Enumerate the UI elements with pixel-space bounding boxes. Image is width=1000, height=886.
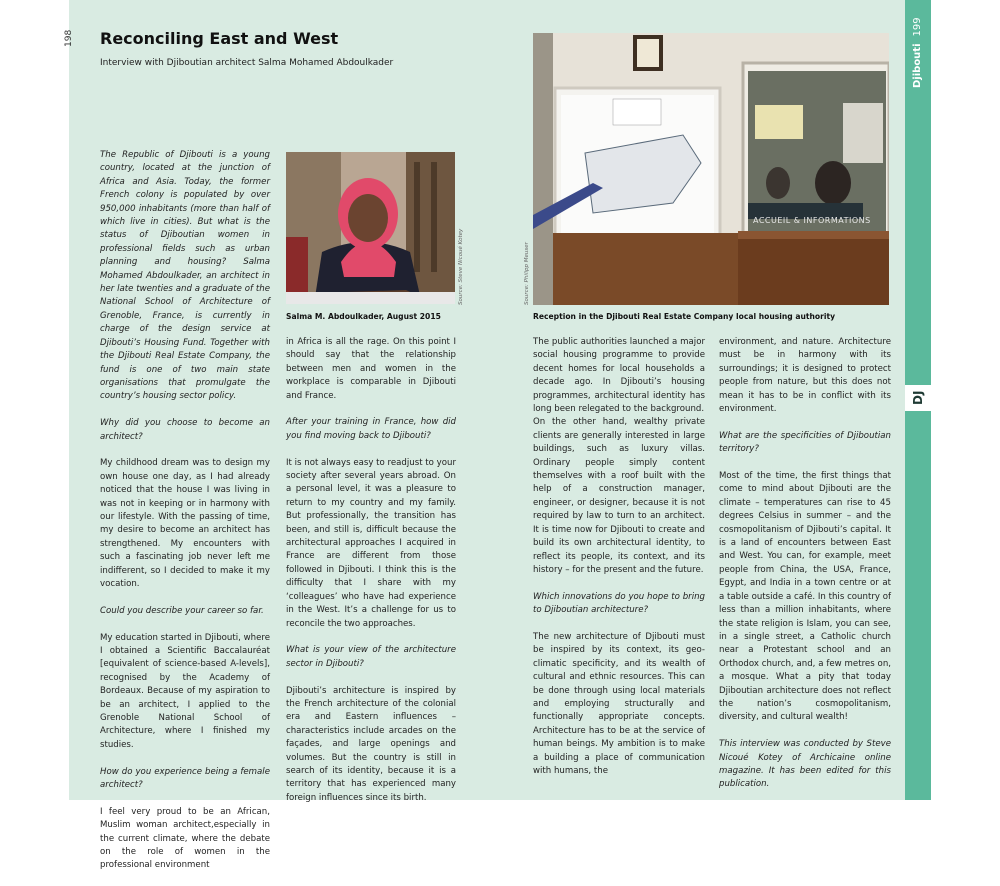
answer-4: It is not always easy to readjust to your society after several years abroad. On a personal level, it was a pleasure to return to my country and my family. But professionally, the transition has been, and still is, difficult because the architectural approaches I acquired in France are different from those followed in Djibouti. I think this is the difficulty that I share with my ‘colleagues’ who have had experience in the West. It’s a challenge for us to reconcile the two approaches. — [286, 457, 456, 629]
question-5: What is your view of the architecture sector in Djibouti? — [286, 645, 456, 669]
column-1 — [100, 149, 270, 886]
answer-5-continued-1: The public authorities launched a major social housing programme to provide decent homes for local households a decade ago. In Djibouti’s housing programmes, architectural identity has long been relegated to the background. — [533, 337, 705, 415]
answer-3-continued: in Africa is all the rage. On this point I should say that the relationship between men and women in the workplace is comparable in Djibouti and France. — [286, 337, 456, 401]
reception-illustration — [533, 33, 889, 305]
question-1: Why did you choose to become an architect? — [100, 418, 270, 442]
column-3 — [533, 336, 705, 792]
answer-3-start: I feel very proud to be an African, Muslim woman architect,especially in the current climate, where the debate on the role of women in the professional environment — [100, 806, 270, 871]
answer-6-continued: environment, and nature. Architecture must be in harmony with its surroundings; it is designed to protect people from nature, but this does not mean it has to be in conflict with its environment. — [719, 337, 891, 415]
country-code-badge — [905, 385, 931, 411]
portrait-caption: Salma M. Abdoulkader, August 2015 — [286, 312, 441, 321]
article-subtitle: Interview with Djiboutian architect Salma Mohamed Abdoulkader — [100, 58, 394, 68]
reception-credit: Source: Philipp Meuser — [524, 242, 530, 305]
column-2 — [286, 336, 456, 819]
answer-2: My education started in Djibouti, where I obtained a Scientific Baccalauréat [equivalent of science-based A-levels], recognised by the Academy of Bordeaux. Because of my aspiration to be an architect, I applied to the Grenoble National School of Architecture, where I finished my studies. — [100, 632, 270, 750]
interview-credit-note: This interview was conducted by Steve Nicoué Kotey of Archicaine online magazine. It has been edited for this publication. — [719, 739, 891, 790]
question-6: Which innovations do you hope to bring to Djiboutian architecture? — [533, 591, 705, 616]
question-2: Could you describe your career so far. — [100, 605, 264, 616]
question-4: After your training in France, how did you find moving back to Djibouti? — [286, 417, 456, 441]
section-name: Djibouti — [912, 43, 923, 88]
portrait-illustration — [286, 152, 455, 304]
answer-5: Djibouti’s architecture is inspired by the French architecture of the colonial era and Eastern influences – characteristics include arcades on the façades, and large openings and volumes. But the country is still in search of its identity, because it is a territory that has experienced many foreign influences since its birth. — [286, 685, 456, 803]
answer-5-continued-2: On the other hand, wealthy private clients are generally interested in large buildings, such as luxury villas. Ordinary people simply content themselves with a roof built with the help of a construction manager, engineer, or designer, because it is not required by law to turn to an architect. It is time now for Djibouti to create and build its own architectural identity, to reflect its people, its context, and its history – for the present and the future. — [533, 417, 705, 575]
reception-sign: ACCUEIL & INFORMATIONS — [753, 216, 871, 225]
article-title: Reconciling East and West — [100, 29, 339, 48]
question-3: How do you experience being a female architect? — [100, 766, 270, 791]
left-page-number: 198 — [64, 29, 74, 47]
answer-6: The new architecture of Djibouti must be inspired by its context, its geo-climatic specificity, and its wealth of cultural and ethnic resources. This can be done through using local materials and employing structurally and functionally appropriate concepts. Architecture has to be at the service of human beings. My ambition is to make a building a place of communication with humans, the — [533, 631, 705, 776]
portrait-photo — [286, 152, 455, 304]
question-7: What are the specificities of Djiboutian territory? — [719, 430, 891, 455]
column-4 — [719, 336, 891, 805]
portrait-credit: Source: Steve Nicoué Kotey — [458, 228, 464, 305]
country-code: DJ — [911, 390, 925, 405]
reception-photo — [533, 33, 889, 305]
answer-1: My childhood dream was to design my own house one day, as I had already noticed that the house I was living in was not in keeping or in harmony with our lifestyle. With the passing of time, my desire to become an architect has strengthened. My encounters with such a fascinating job never left me indifferent, so I decided to make it my vocation. — [100, 458, 270, 589]
right-page-number: 199 — [912, 17, 923, 37]
answer-7: Most of the time, the first things that come to mind about Djibouti are the climate – temperatures can rise to 45 degrees Celsius in summer – and the cosmopolitanism of Djibouti’s capital. It is a land of encounters between East and West. You can, for example, meet people from China, the USA, France, Egypt, and India in a town centre or at a table outside a café. In this country of less than a million inhabitants, where the state religion is Islam, you can see, in a single street, a Catholic church near a Protestant school and an Orthodox church, and, a few metres on, a mosque. What a pity that today Djiboutian architecture does not reflect the nation’s cosmopolitanism, diversity, and cultural wealth! — [719, 471, 891, 723]
reception-caption: Reception in the Djibouti Real Estate Company local housing authority — [533, 312, 836, 321]
section-tab-label — [905, 17, 931, 100]
intro-paragraph: The Republic of Djibouti is a young country, located at the junction of Africa and Asia. Today, the former French colony is populated by over 950,000 inhabitants (more than half of which live in cities). But what is the status of Djiboutian women in professional fields such as urban planning and housing? Salma Mohamed Abdoulkader, an architect in her late twenties and a graduate of the National School of Architecture of Grenoble, France, is currently in charge of the design service at Djibouti’s Housing Fund. Together with the Djibouti Real Estate Company, the fund is one of two main state organisations that promulgate the country’s housing sector policy. — [100, 150, 270, 402]
